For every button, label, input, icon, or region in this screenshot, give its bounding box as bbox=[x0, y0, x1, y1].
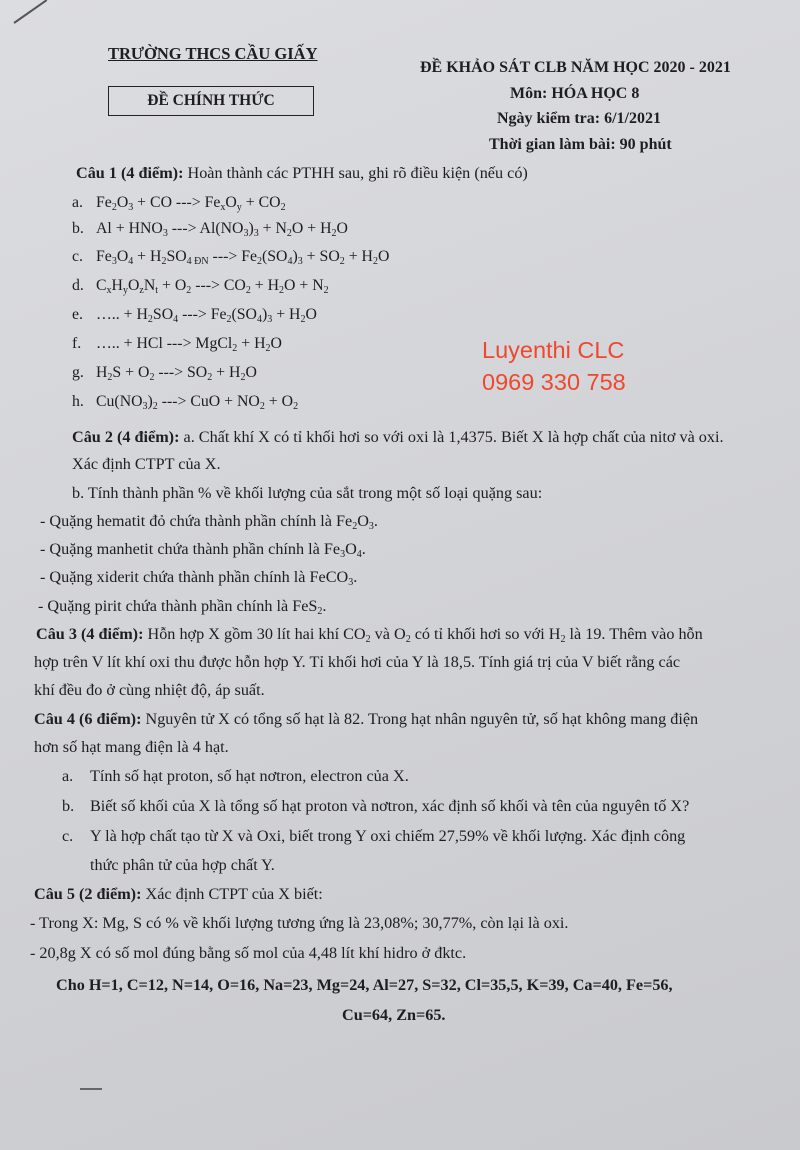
q1-heading bbox=[76, 164, 528, 183]
q1-eq-a: a. $Fe_2O_3$ + CO ---> $Fe_xO_y + CO_2$ bbox=[72, 194, 286, 213]
q4-title: Câu 4 (6 điểm): bbox=[34, 710, 142, 728]
q2-line2: Xác định CTPT của X. bbox=[72, 455, 221, 473]
part-letter: a. bbox=[62, 767, 74, 785]
part-letter: c. bbox=[62, 827, 74, 845]
q2-ore2: - Quặng manhetit chứa thành phần chính là $Fe_3O_4$. bbox=[40, 540, 366, 560]
eq-letter: d. bbox=[72, 277, 84, 294]
q4-line1 bbox=[34, 710, 698, 729]
q3-title: Câu 3 (4 điểm): bbox=[36, 625, 144, 643]
part-letter: b. bbox=[62, 797, 75, 815]
q4-part-c-cont: thức phân tử của hợp chất Y. bbox=[90, 856, 275, 874]
pen-mark bbox=[80, 1088, 102, 1090]
watermark-name: Luyenthi CLC bbox=[482, 337, 625, 363]
q2-ore3: - Quặng xiderit chứa thành phần chính là FeCO$_3$. bbox=[40, 568, 358, 588]
q4-part-c bbox=[62, 827, 685, 846]
q1-title: Câu 1 (4 điểm): bbox=[76, 164, 184, 182]
q4-part-a bbox=[62, 767, 409, 786]
q5-heading bbox=[34, 885, 323, 904]
q4-text: Nguyên tử X có tổng số hạt là 82. Trong hạt nhân nguyên tử, số hạt không mang điện bbox=[145, 710, 699, 728]
eq-letter: f. bbox=[72, 335, 82, 352]
q1-text: Hoàn thành các PTHH sau, ghi rõ điều kiện (nếu có) bbox=[187, 164, 528, 182]
part-text: Tính số hạt proton, số hạt nơtron, electron của X. bbox=[90, 767, 409, 785]
q1-eq-h: h. $Cu(NO_3)_2$ ---> CuO + $NO_2 + O_2$ bbox=[72, 393, 299, 412]
q1-eq-e: e. ….. + $H_2SO_4$ ---> $Fe_2(SO_4)_3 + H_2O$ bbox=[72, 306, 317, 325]
q1-eq-f: f. ….. + HCl ---> MgCl$_2$ + $H_2O$ bbox=[72, 335, 282, 354]
q2-line1 bbox=[72, 428, 724, 447]
q3-line2: hợp trên V lít khí oxi thu được hỗn hợp Y. Tỉ khối hơi của Y là 18,5. Tính giá trị của V biết rằng các bbox=[34, 653, 681, 671]
q2-ore4: - Quặng pirit chứa thành phần chính là FeS$_2$. bbox=[38, 597, 327, 617]
exam-duration: Thời gian làm bài: 90 phút bbox=[489, 136, 672, 153]
part-text: Biết số khối của X là tổng số hạt proton và nơtron, xác định số khối và tên của nguyên tố X? bbox=[90, 797, 690, 815]
ore-text: - Quặng hematit đỏ chứa thành phần chính là bbox=[40, 512, 332, 530]
q3-text: Hỗn hợp X gồm 30 lít hai khí CO bbox=[147, 625, 366, 643]
eq-letter: e. bbox=[72, 306, 83, 323]
q5-line2: - 20,8g X có số mol đúng bằng số mol của 4,48 lít khí hidro ở đktc. bbox=[30, 944, 467, 962]
atomic-masses-1: Cho H=1, C=12, N=14, O=16, Na=23, Mg=24, Al=27, S=32, Cl=35,5, K=39, Ca=40, Fe=56, bbox=[56, 976, 673, 994]
official-label: ĐỀ CHÍNH THỨC bbox=[108, 86, 314, 116]
q2-ore1: - Quặng hematit đỏ chứa thành phần chính là $Fe_2O_3$. bbox=[40, 512, 378, 532]
ore-text: - Quặng manhetit chứa thành phần chính là bbox=[40, 540, 320, 558]
q4-part-b bbox=[62, 797, 689, 816]
ore-text: - Quặng pirit chứa thành phần chính là bbox=[38, 597, 289, 615]
q1-eq-b: b. $Al + HNO_3$ ---> $Al(NO_3)_3 + N_2O + H_2O$ bbox=[72, 220, 348, 239]
eq-letter: g. bbox=[72, 364, 84, 381]
q3-line1: Câu 3 (4 điểm): Hỗn hợp X gồm 30 lít hai khí $CO_2$ và $O_2$ có tỉ khối hơi so với $H_2$ là 19. Thêm vào hỗn bbox=[36, 625, 703, 645]
q1-eq-g: g. $H_2S + O_2$ ---> $SO_2 + H_2O$ bbox=[72, 364, 257, 383]
eq-letter: a. bbox=[72, 194, 83, 211]
part-text: Y là hợp chất tạo từ X và Oxi, biết trong Y oxi chiếm 27,59% về khối lượng. Xác định công bbox=[90, 827, 686, 845]
q5-title: Câu 5 (2 điểm): bbox=[34, 885, 142, 903]
q3-line3: khí đều đo ở cùng nhiệt độ, áp suất. bbox=[34, 681, 265, 699]
watermark-phone: 0969 330 758 bbox=[482, 369, 626, 395]
exam-date: Ngày kiểm tra: 6/1/2021 bbox=[497, 110, 661, 127]
school-name: TRƯỜNG THCS CẦU GIẤY bbox=[108, 44, 318, 63]
atomic-masses-2: Cu=64, Zn=65. bbox=[342, 1006, 446, 1024]
q2-title: Câu 2 (4 điểm): bbox=[72, 428, 180, 446]
q1-eq-d: d. $C_xH_yO_zN_t + O_2$ ---> $CO_2 + H_2O + N_2$ bbox=[72, 277, 329, 296]
exam-title: ĐỀ KHẢO SÁT CLB NĂM HỌC 2020 - 2021 bbox=[420, 59, 731, 76]
ore-text: - Quặng xiderit chứa thành phần chính là bbox=[40, 568, 306, 586]
eq-letter: c. bbox=[72, 248, 83, 265]
q1-eq-c: c. $Fe_3O_4 + H_2SO_{4 ĐN}$ ---> $Fe_2(SO_4)_3 + SO_2 + H_2O$ bbox=[72, 248, 390, 267]
q2-line3: b. Tính thành phần % về khối lượng của sắt trong một số loại quặng sau: bbox=[72, 484, 543, 502]
eq-letter: h. bbox=[72, 393, 84, 410]
q5-line1: - Trong X: Mg, S có % về khối lượng tương ứng là 23,08%; 30,77%, còn lại là oxi. bbox=[30, 914, 569, 932]
q5-text: Xác định CTPT của X biết: bbox=[145, 885, 323, 903]
eq-letter: b. bbox=[72, 220, 84, 237]
q4-line2: hơn số hạt mang điện là 4 hạt. bbox=[34, 738, 229, 756]
q2-text-a: a. Chất khí X có tỉ khối hơi so với oxi là 1,4375. Biết X là hợp chất của nitơ và oxi. bbox=[183, 428, 724, 446]
subject: Môn: HÓA HỌC 8 bbox=[510, 85, 640, 102]
